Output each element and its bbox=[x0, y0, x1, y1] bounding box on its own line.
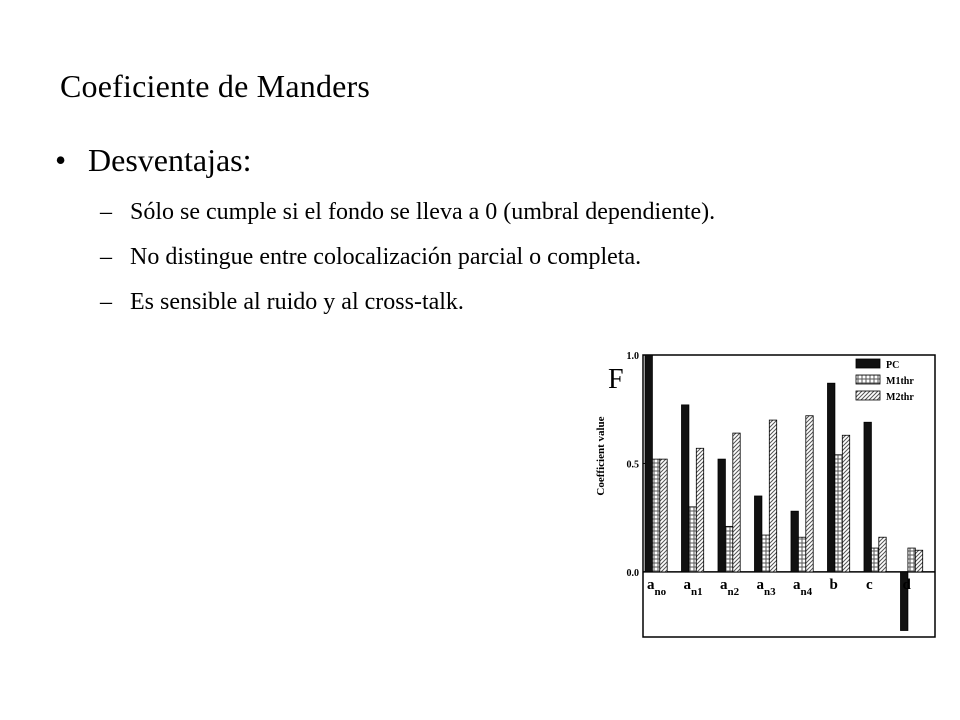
y-tick-label: 0.0 bbox=[626, 567, 639, 579]
bar-m1thr bbox=[798, 537, 805, 572]
legend-swatch bbox=[856, 375, 880, 384]
bar-m1thr bbox=[871, 548, 878, 572]
bar-m2thr bbox=[660, 459, 667, 572]
dash-marker: – bbox=[100, 289, 112, 315]
bar-pc bbox=[755, 496, 762, 572]
bar-pc bbox=[645, 355, 652, 572]
x-tick-label: $a_{n4}$ bbox=[793, 576, 813, 598]
panel-label: F bbox=[608, 364, 624, 395]
dash-marker: – bbox=[100, 244, 112, 270]
bar-m1thr bbox=[762, 535, 769, 572]
bullet-desventajas bbox=[55, 142, 252, 179]
bar-pc bbox=[791, 511, 798, 572]
bar-pc bbox=[718, 459, 725, 572]
bar-m2thr bbox=[769, 420, 776, 572]
bar-pc bbox=[682, 405, 689, 572]
bar-m1thr bbox=[835, 455, 842, 572]
legend-label: M2thr bbox=[886, 392, 914, 403]
legend-label: M1thr bbox=[886, 376, 914, 387]
y-tick-label: 0.5 bbox=[626, 459, 639, 471]
y-axis-label: Coefficient value bbox=[595, 416, 607, 496]
x-tick-label: $a_{n3}$ bbox=[756, 576, 776, 598]
x-tick-label: b bbox=[829, 576, 838, 593]
bar-m2thr bbox=[733, 433, 740, 572]
x-tick-label: $a_{n1}$ bbox=[683, 576, 703, 598]
legend-swatch bbox=[856, 359, 880, 368]
sub-bullet-2 bbox=[100, 241, 820, 273]
sub-bullet-3 bbox=[100, 286, 820, 318]
legend-label: PC bbox=[886, 360, 900, 371]
slide-title: Coeficiente de Manders bbox=[60, 68, 371, 104]
coefficient-bar-chart bbox=[588, 345, 948, 650]
bullet-marker: • bbox=[55, 142, 67, 178]
x-tick-label: c bbox=[866, 576, 873, 593]
legend-swatch bbox=[856, 391, 880, 400]
dash-marker: – bbox=[100, 199, 112, 225]
bar-m2thr bbox=[806, 416, 813, 572]
bar-pc bbox=[828, 383, 835, 572]
sub-bullet-text: Sólo se cumple si el fondo se lleva a 0 (umbral dependiente). bbox=[130, 199, 716, 225]
y-tick-label: 1.0 bbox=[626, 351, 639, 362]
sub-bullet-1 bbox=[100, 196, 820, 228]
bar-m2thr bbox=[696, 448, 703, 572]
bar-m1thr bbox=[725, 526, 732, 572]
bar-pc bbox=[864, 422, 871, 572]
bar-m2thr bbox=[842, 435, 849, 572]
bullet-label: Desventajas: bbox=[88, 142, 252, 178]
sub-bullet-text: Es sensible al ruido y al cross-talk. bbox=[130, 289, 464, 315]
bar-m1thr bbox=[652, 459, 659, 572]
sub-bullet-text: No distingue entre colocalización parcial o completa. bbox=[130, 244, 642, 270]
x-tick-label: $a_{n2}$ bbox=[720, 576, 740, 598]
x-tick-label: d bbox=[902, 576, 911, 593]
coefficient-figure bbox=[588, 345, 948, 650]
bar-m1thr bbox=[908, 548, 915, 572]
sub-bullet-list bbox=[100, 196, 820, 331]
bar-m2thr bbox=[879, 537, 886, 572]
bar-m1thr bbox=[689, 507, 696, 572]
x-tick-label: $a_{no}$ bbox=[647, 576, 667, 598]
bar-m2thr bbox=[915, 550, 922, 572]
